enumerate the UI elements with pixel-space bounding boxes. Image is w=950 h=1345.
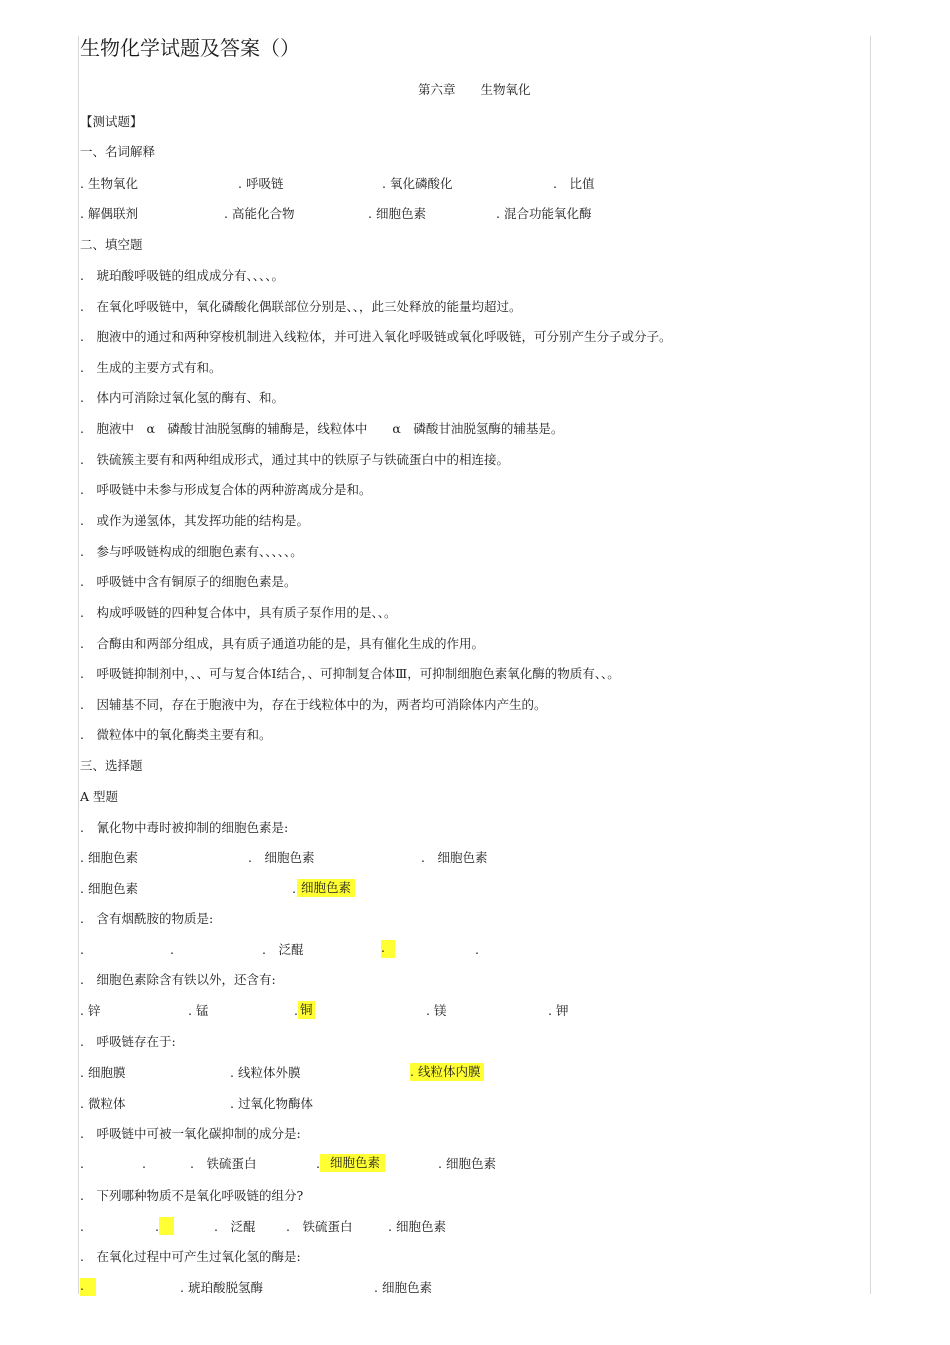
term-item: . 呼吸链	[238, 176, 284, 191]
highlighted-answer: . 线粒体内膜	[410, 1063, 484, 1081]
document-title: 生物化学试题及答案（）	[80, 36, 300, 60]
fill-item: . 胞液中 α 磷酸甘油脱氢酶的辅酶是，线粒体中 α 磷酸甘油脱氢酶的辅基是。	[80, 421, 564, 436]
fill-item: . 微粒体中的氧化酶类主要有和。	[80, 727, 272, 742]
term-item: . 比值	[553, 176, 595, 191]
option: . 细胞色素	[421, 850, 488, 865]
question-stem: . 呼吸链中可被一氧化碳抑制的成分是:	[80, 1126, 301, 1141]
left-margin-line	[78, 36, 79, 1294]
fill-item: . 铁硫簇主要有和两种组成形式，通过其中的铁原子与铁硫蛋白中的相连接。	[80, 452, 509, 467]
section2-heading: 二、填空题	[80, 237, 143, 252]
option: . 细胞色素	[388, 1219, 446, 1234]
highlighted-answer: .	[80, 1278, 96, 1296]
term-item: . 细胞色素	[368, 206, 426, 221]
fill-item: . 呼吸链抑制剂中，、、可与复合体Ⅰ结合，、可抑制复合体Ⅲ，可抑制细胞色素氧化酶的物质有、、。	[80, 666, 620, 681]
question-stem: . 氰化物中毒时被抑制的细胞色素是:	[80, 820, 289, 835]
option: .	[80, 1156, 84, 1171]
question-stem: . 呼吸链存在于:	[80, 1034, 176, 1049]
section1-heading: 一、名词解释	[80, 144, 156, 159]
option: . 细胞膜	[80, 1065, 126, 1080]
type-a-heading: A 型题	[80, 789, 119, 804]
option: .	[316, 1156, 320, 1171]
option: . 镁	[426, 1003, 447, 1018]
option: . 细胞色素	[80, 850, 138, 865]
term-item: . 混合功能氧化酶	[496, 206, 592, 221]
question-stem: . 细胞色素除含有铁以外，还含有:	[80, 972, 276, 987]
term-item: . 高能化合物	[224, 206, 295, 221]
option: . 细胞色素	[438, 1156, 496, 1171]
option: . 细胞色素	[248, 850, 315, 865]
right-margin-line	[870, 36, 871, 1294]
highlighted-answer-marker	[159, 1217, 174, 1235]
highlighted-answer: .	[381, 940, 395, 958]
option: . 琥珀酸脱氢酶	[180, 1280, 263, 1295]
option: . 锌	[80, 1003, 101, 1018]
fill-item: . 生成的主要方式有和。	[80, 360, 222, 375]
fill-item: . 呼吸链中含有铜原子的细胞色素是。	[80, 574, 297, 589]
fill-item: . 胞液中的通过和两种穿梭机制进入线粒体，并可进入氧化呼吸链或氧化呼吸链，可分别产生分子或分子。	[80, 329, 672, 344]
option: .	[170, 942, 174, 957]
fill-item: . 因辅基不同，存在于胞液中为，存在于线粒体中的为，两者均可消除体内产生的。	[80, 697, 547, 712]
highlighted-answer: 细胞色素	[297, 879, 355, 897]
fill-item: . 构成呼吸链的四种复合体中，具有质子泵作用的是、、。	[80, 605, 397, 620]
highlighted-answer: 细胞色素	[320, 1154, 385, 1172]
fill-item: . 体内可消除过氧化氢的酶有、和。	[80, 390, 284, 405]
option: . 铁硫蛋白	[286, 1219, 353, 1234]
option: .	[155, 1219, 159, 1234]
option: . 锰	[188, 1003, 209, 1018]
option: . 细胞色素	[80, 881, 138, 896]
fill-item: . 琥珀酸呼吸链的组成成分有、、、、。	[80, 268, 284, 283]
option: . 线粒体外膜	[230, 1065, 301, 1080]
option: .	[80, 942, 84, 957]
question-stem: . 含有烟酰胺的物质是:	[80, 911, 214, 926]
option: . 钾	[548, 1003, 569, 1018]
option: . 过氧化物酶体	[230, 1096, 313, 1111]
chapter-heading: 第六章 生物氧化	[418, 82, 531, 97]
term-item: . 生物氧化	[80, 176, 138, 191]
option: . 微粒体	[80, 1096, 126, 1111]
option: . 铁硫蛋白	[190, 1156, 257, 1171]
option: .	[475, 942, 479, 957]
fill-item: . 呼吸链中未参与形成复合体的两种游离成分是和。	[80, 482, 372, 497]
term-item: . 解偶联剂	[80, 206, 138, 221]
test-header: 【测试题】	[80, 114, 143, 129]
term-item: . 氧化磷酸化	[382, 176, 453, 191]
fill-item: . 或作为递氢体，其发挥功能的结构是。	[80, 513, 309, 528]
option: .	[80, 1219, 84, 1234]
section3-heading: 三、选择题	[80, 758, 143, 773]
option: .	[292, 881, 296, 896]
fill-item: . 合酶由和两部分组成，具有质子通道功能的是，具有催化生成的作用。	[80, 636, 484, 651]
option: . 泛醌	[214, 1219, 256, 1234]
option: .	[294, 1003, 298, 1018]
question-stem: . 在氧化过程中可产生过氧化氢的酶是:	[80, 1249, 301, 1264]
question-stem: . 下列哪种物质不是氧化呼吸链的组分?	[80, 1188, 304, 1203]
option: . 细胞色素	[374, 1280, 432, 1295]
fill-item: . 参与呼吸链构成的细胞色素有、、、、、。	[80, 544, 303, 559]
fill-item: . 在氧化呼吸链中，氧化磷酸化偶联部位分别是、、，此三处释放的能量均超过。	[80, 299, 522, 314]
option: .	[142, 1156, 146, 1171]
option: . 泛醌	[262, 942, 304, 957]
highlighted-answer: 铜	[300, 1002, 313, 1017]
